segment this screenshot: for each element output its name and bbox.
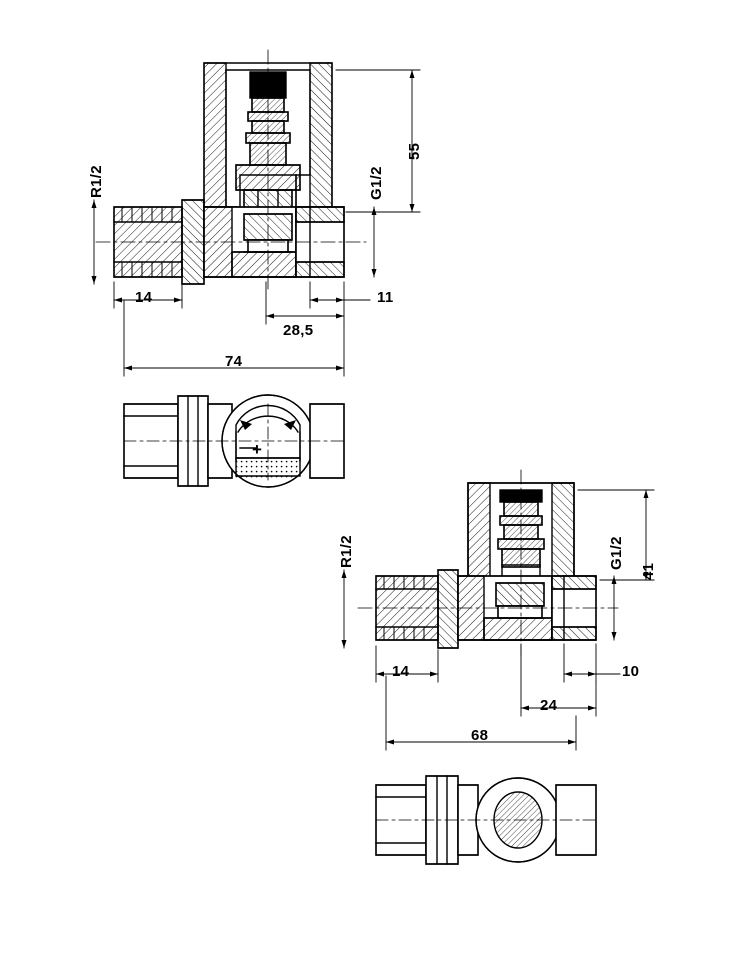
dimension-label-285: 28,5 — [283, 322, 314, 339]
dimension-label-55: 55 — [406, 142, 423, 160]
valve-bottom-plan-geometry — [376, 776, 596, 864]
dimension-label-r12-bottom: R1/2 — [338, 535, 355, 568]
valve-bottom-section-geometry — [358, 470, 618, 656]
dimension-label-g12-bottom: G1/2 — [608, 536, 625, 570]
dimension-label-10: 10 — [622, 663, 640, 680]
dimension-label-74: 74 — [225, 353, 243, 370]
dimension-label-68: 68 — [471, 727, 489, 744]
dimension-label-g12-top: G1/2 — [368, 166, 385, 200]
dimension-label-r12-top: R1/2 — [88, 165, 105, 198]
dimension-label-14-top: 14 — [135, 289, 153, 306]
dimension-label-14-bottom: 14 — [392, 663, 410, 680]
valve-top-plan-geometry — [124, 395, 344, 487]
dimension-label-41: 41 — [640, 562, 657, 580]
valve-top-section-geometry — [96, 50, 366, 292]
dimension-label-11: 11 — [377, 289, 394, 306]
dimension-label-24: 24 — [540, 697, 558, 714]
plus-marker-symbol: + — [252, 440, 263, 459]
